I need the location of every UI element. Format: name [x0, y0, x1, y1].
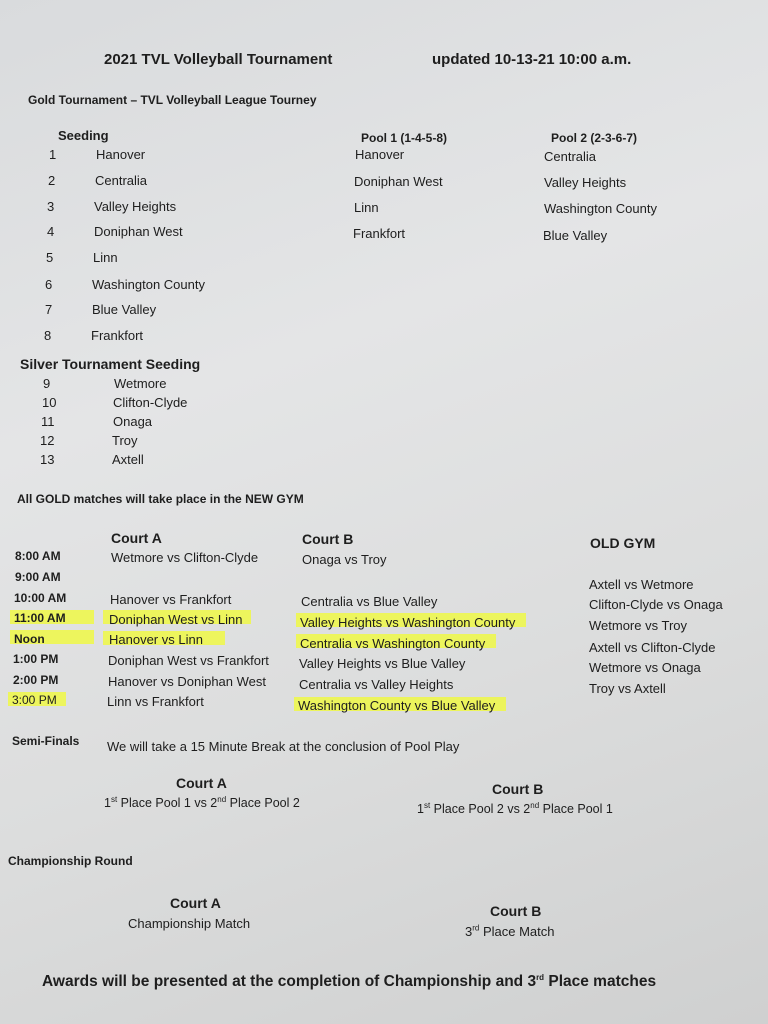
silver-seed-number: 12 — [40, 433, 55, 448]
pool1-heading: Pool 1 (1-4-5-8) — [361, 131, 448, 145]
pool2-team: Centralia — [544, 149, 597, 164]
gold-gym-note: All GOLD matches will take place in the NEW GYM — [17, 492, 304, 506]
pool1-team: Linn — [354, 200, 379, 215]
old-gym-heading: OLD GYM — [590, 535, 656, 551]
court-a-match: Doniphan West vs Linn — [109, 612, 243, 627]
seed-number: 8 — [44, 328, 52, 343]
seed-team: Hanover — [96, 147, 146, 162]
silver-heading: Silver Tournament Seeding — [20, 356, 201, 372]
court-b-heading: Court B — [302, 531, 354, 547]
silver-seed-team: Wetmore — [114, 376, 167, 391]
silver-seed-team: Troy — [112, 433, 138, 448]
semis-court-b-heading: Court B — [492, 781, 544, 797]
court-b-match: Valley Heights vs Blue Valley — [299, 656, 466, 671]
schedule-time: 3:00 PM — [12, 693, 57, 707]
semifinals-note: We will take a 15 Minute Break at the conclusion of Pool Play — [107, 739, 460, 754]
awards-note: Awards will be presented at the completion of Championship and 3rd Place matches — [42, 972, 657, 990]
pool2-team: Valley Heights — [544, 175, 627, 190]
schedule-time: 8:00 AM — [15, 549, 61, 563]
court-a-heading: Court A — [111, 530, 162, 546]
champ-court-b-heading: Court B — [490, 903, 542, 919]
silver-seed-team: Clifton-Clyde — [113, 395, 188, 410]
semis-court-b-match: 1st Place Pool 2 vs 2nd Place Pool 1 — [417, 800, 613, 816]
seed-number: 7 — [45, 302, 53, 317]
old-gym-match: Troy vs Axtell — [589, 681, 666, 696]
old-gym-match: Clifton-Clyde vs Onaga — [589, 597, 723, 612]
pool1-team: Hanover — [355, 147, 405, 162]
pool1-team: Doniphan West — [354, 174, 443, 189]
court-a-match: Wetmore vs Clifton-Clyde — [111, 550, 259, 565]
silver-seed-number: 11 — [41, 414, 55, 429]
court-b-match: Valley Heights vs Washington County — [300, 615, 516, 630]
seed-team: Valley Heights — [94, 199, 177, 214]
old-gym-match: Wetmore vs Onaga — [589, 660, 701, 675]
old-gym-match: Axtell vs Wetmore — [589, 577, 694, 592]
old-gym-match: Axtell vs Clifton-Clyde — [589, 640, 716, 655]
semis-court-a-match: 1st Place Pool 1 vs 2nd Place Pool 2 — [104, 794, 300, 810]
silver-seed-number: 9 — [43, 376, 51, 391]
court-a-match: Hanover vs Linn — [109, 632, 203, 647]
updated-timestamp: updated 10-13-21 10:00 a.m. — [432, 51, 632, 68]
silver-seed-team: Axtell — [112, 452, 144, 467]
championship-label: Championship Round — [8, 854, 133, 868]
pool2-heading: Pool 2 (2-3-6-7) — [551, 131, 638, 145]
silver-seed-number: 10 — [42, 395, 57, 410]
old-gym-match: Wetmore vs Troy — [589, 618, 688, 633]
schedule-time: Noon — [14, 632, 45, 646]
court-b-match: Centralia vs Washington County — [300, 636, 486, 651]
seed-team: Centralia — [95, 173, 148, 188]
seed-team: Linn — [93, 250, 118, 265]
seed-number: 2 — [48, 173, 56, 188]
seed-number: 1 — [49, 147, 57, 162]
seed-team: Blue Valley — [92, 302, 157, 317]
pool2-team: Washington County — [544, 201, 657, 216]
semifinals-label: Semi-Finals — [12, 734, 80, 748]
page-title: 2021 TVL Volleyball Tournament — [104, 51, 333, 68]
court-b-match: Centralia vs Valley Heights — [299, 677, 454, 692]
schedule-time: 9:00 AM — [15, 570, 61, 584]
pool1-team: Frankfort — [353, 226, 406, 241]
court-a-match: Doniphan West vs Frankfort — [108, 653, 269, 668]
seed-team: Washington County — [92, 277, 205, 292]
court-b-match: Onaga vs Troy — [302, 552, 387, 567]
semis-court-a-heading: Court A — [176, 775, 227, 791]
schedule-time: 1:00 PM — [13, 652, 59, 666]
champ-court-a-match: Championship Match — [128, 916, 251, 931]
pool2-team: Blue Valley — [543, 228, 608, 243]
seed-team: Doniphan West — [94, 224, 183, 239]
champ-court-b-match: 3rd Place Match — [465, 923, 555, 939]
court-b-match: Centralia vs Blue Valley — [301, 594, 438, 609]
court-a-match: Hanover vs Doniphan West — [108, 674, 267, 689]
silver-seed-number: 13 — [40, 452, 55, 467]
seeding-heading: Seeding — [58, 128, 109, 143]
court-b-match: Washington County vs Blue Valley — [298, 698, 496, 713]
silver-seed-team: Onaga — [113, 414, 153, 429]
schedule-time: 2:00 PM — [13, 673, 59, 687]
schedule-time: 10:00 AM — [14, 591, 67, 605]
champ-court-a-heading: Court A — [170, 895, 221, 911]
seed-number: 6 — [45, 277, 53, 292]
subtitle: Gold Tournament – TVL Volleyball League Tourney — [28, 93, 317, 107]
court-a-match: Linn vs Frankfort — [107, 694, 204, 709]
court-a-match: Hanover vs Frankfort — [110, 592, 232, 607]
schedule-time: 11:00 AM — [14, 611, 66, 625]
seed-number: 3 — [47, 199, 55, 214]
seed-number: 4 — [47, 224, 55, 239]
seed-number: 5 — [46, 250, 54, 265]
seed-team: Frankfort — [91, 328, 144, 343]
